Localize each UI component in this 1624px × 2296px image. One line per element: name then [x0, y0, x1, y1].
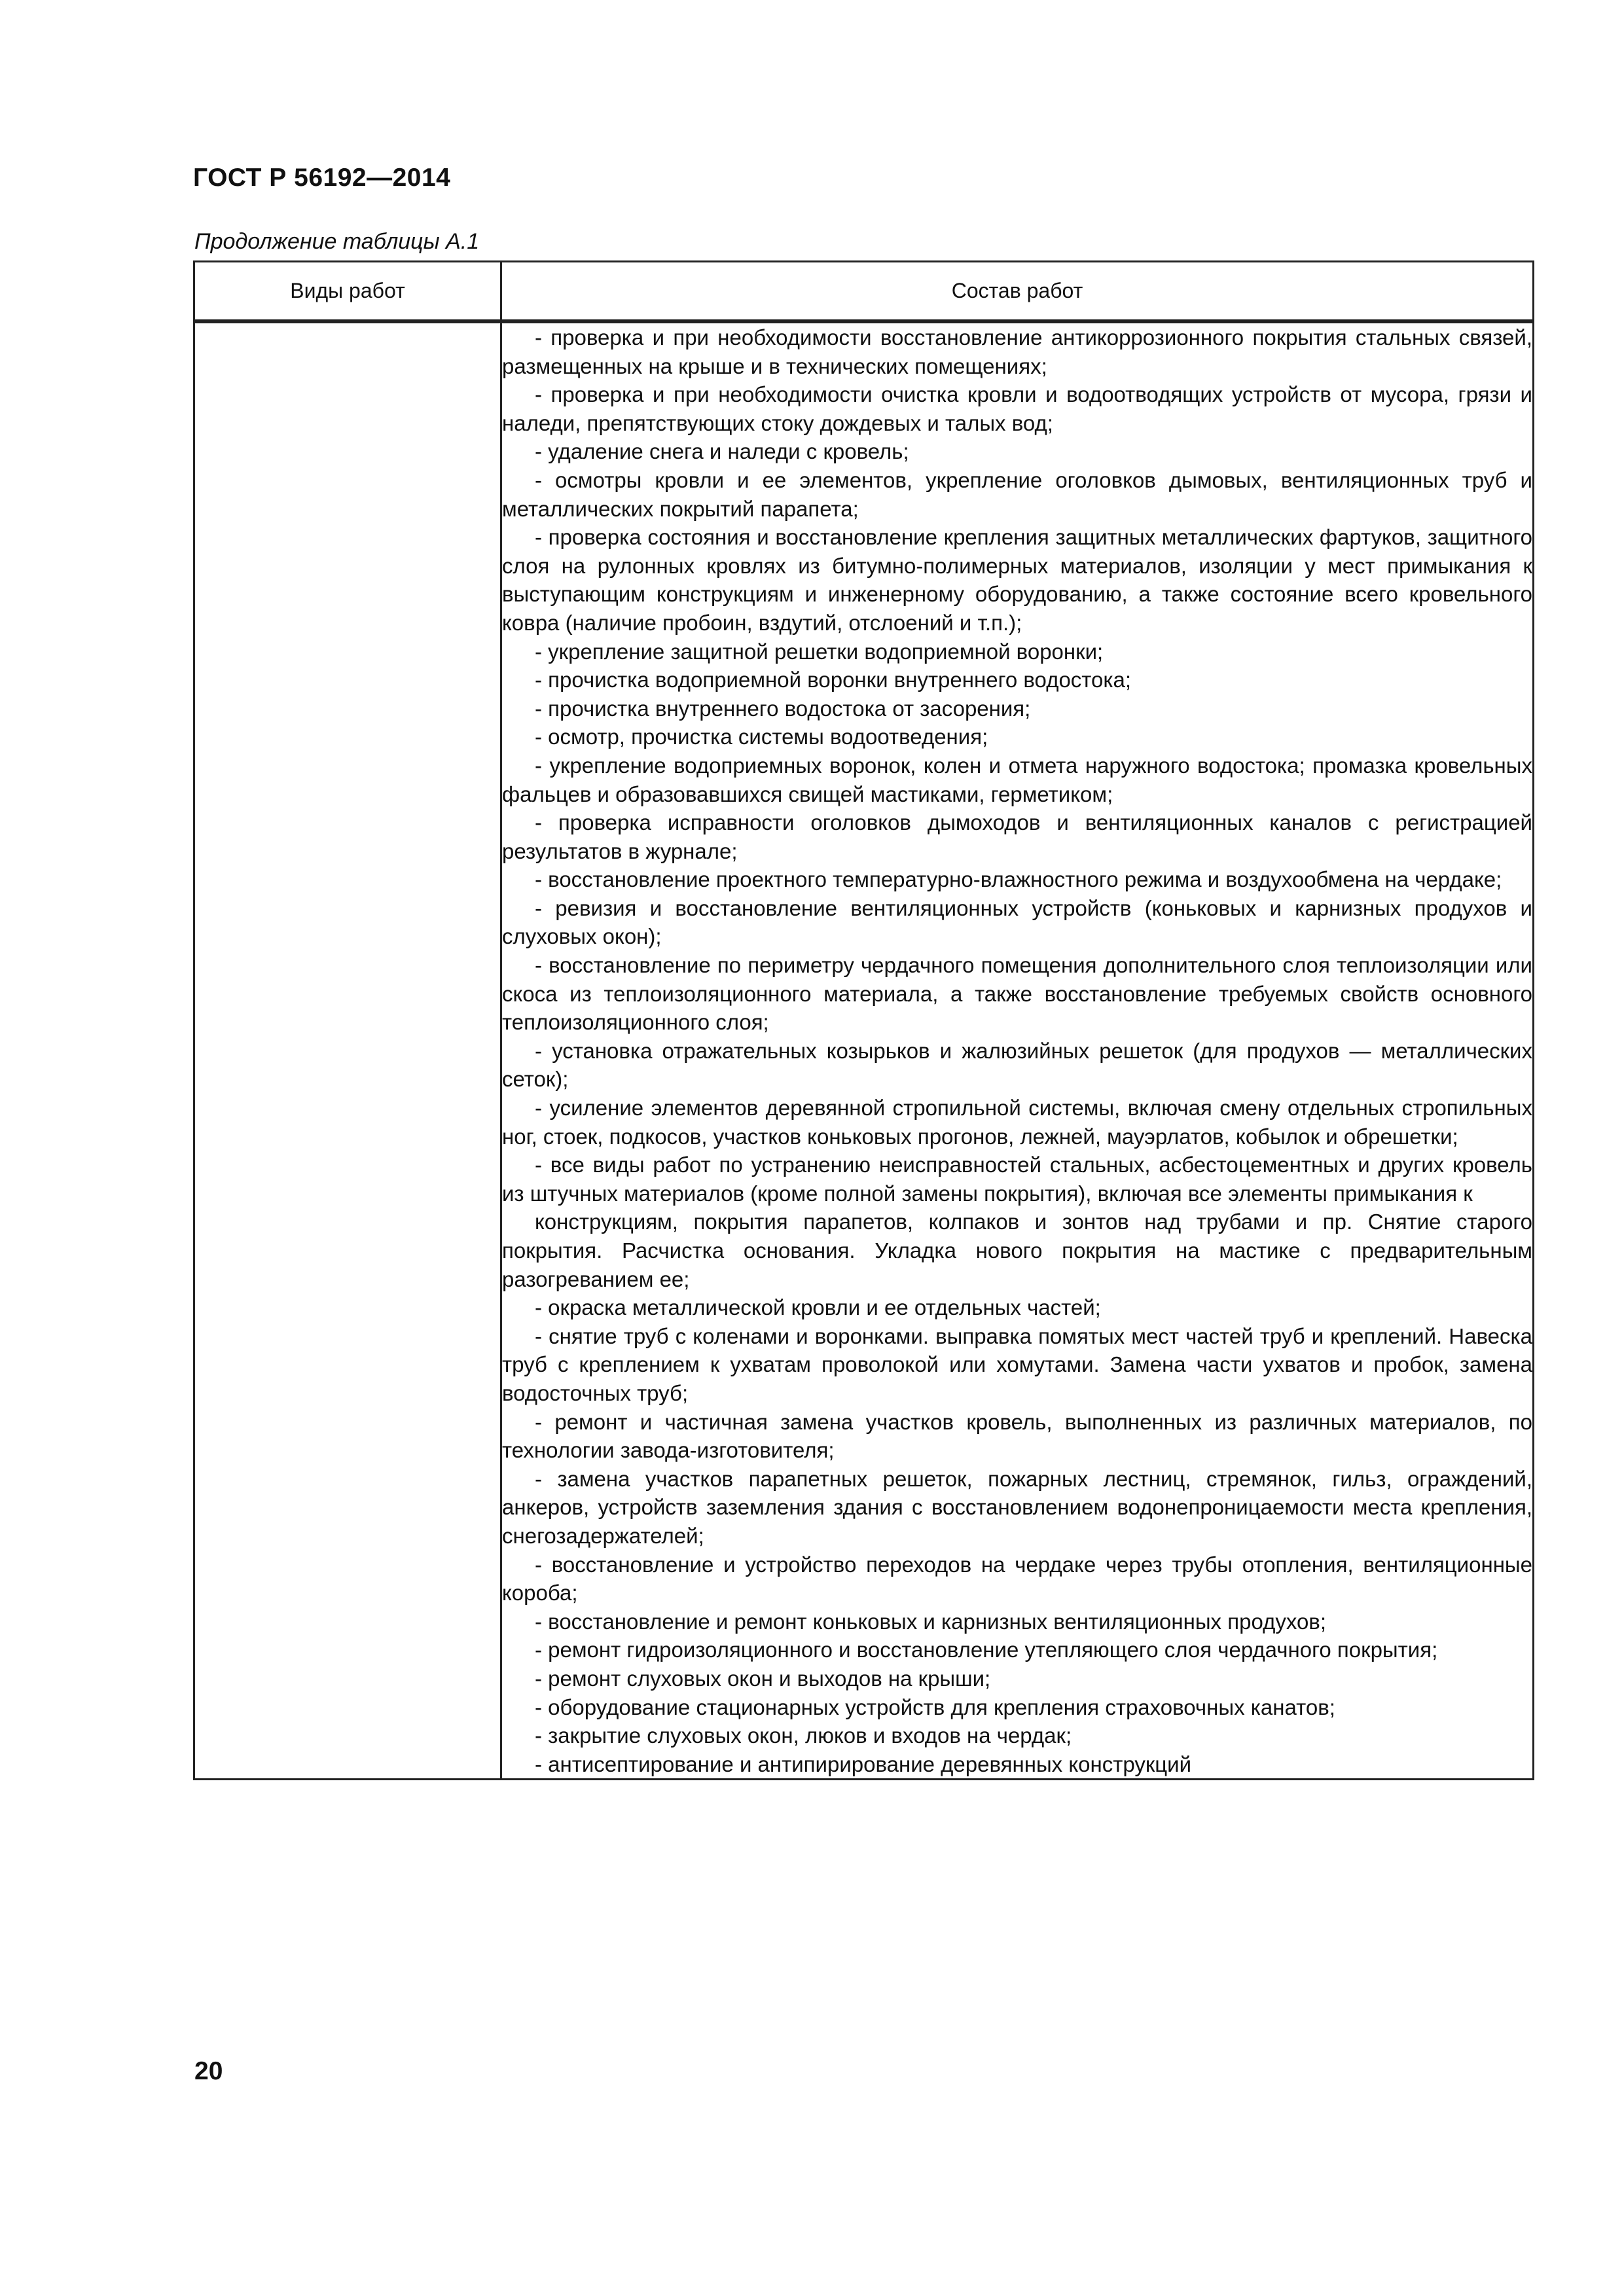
- work-item: - укрепление защитной решетки водоприемной воронки;: [535, 639, 1104, 664]
- work-item: - осмотр, прочистка системы водоотведения;: [535, 725, 988, 749]
- work-item: - антисептирование и антипирирование деревянных конструкций: [535, 1751, 1192, 1776]
- work-item: - ремонт слуховых окон и выходов на крыши;: [535, 1666, 991, 1691]
- work-item: - ремонт гидроизоляционного и восстановление утепляющего слоя чердачного покрытия;: [535, 1638, 1438, 1662]
- table-row: [194, 321, 1534, 1780]
- work-item: - закрытие слуховых окон, люков и входов на чердак;: [535, 1723, 1072, 1748]
- work-items-list: [502, 323, 1532, 1778]
- work-item: - усиление элементов деревянной стропильной системы, включая смену отдельных стропильных ног, стоек, подкосов, участков коньковых прогонов, лежней, мауэрлатов, кобылок и обрешетки;: [502, 1096, 1532, 1149]
- work-item: - ревизия и восстановление вентиляционных устройств (коньковых и карнизных продухов и слуховых окон);: [502, 895, 1532, 949]
- page-number: 20: [194, 2057, 223, 2085]
- work-item: - восстановление проектного температурно-влажностного режима и воздухообмена на чердаке;: [535, 867, 1502, 892]
- work-item: - прочистка внутреннего водостока от засорения;: [535, 696, 1031, 721]
- table-header-row: [194, 262, 1534, 322]
- work-item: конструкциям, покрытия парапетов, колпаков и зонтов над трубами и пр. Снятие старого покрытия. Расчистка основания. Укладка нового покрытия на мастике с предварительным разогреванием ее;: [502, 1210, 1532, 1291]
- works-table: [193, 260, 1534, 1780]
- work-item: - восстановление и устройство переходов на чердаке через трубы отопления, вентиляционные короба;: [502, 1552, 1532, 1605]
- document-code: ГОСТ Р 56192—2014: [193, 164, 451, 192]
- column-header-composition: Состав работ: [501, 262, 1534, 322]
- work-item: - окраска металлической кровли и ее отдельных частей;: [535, 1295, 1101, 1320]
- work-item: - восстановление по периметру чердачного помещения дополнительного слоя теплоизоляции или скоса из теплоизоляционного материала, а также восстановление требуемых свойств основного теплоизоляционного слоя;: [502, 953, 1532, 1035]
- composition-cell: [501, 321, 1534, 1780]
- work-item: - снятие труб с коленами и воронками. выправка помятых мест частей труб и креплений. Навеска труб с креплением к ухватам проволокой или хомутами. Замена части ухватов и пробок, замена водосточных труб;: [502, 1323, 1532, 1405]
- work-item: - ремонт и частичная замена участков кровель, выполненных из различных материалов, по технологии завода-изготовителя;: [502, 1409, 1532, 1463]
- work-item: - прочистка водоприемной воронки внутреннего водостока;: [535, 668, 1132, 692]
- column-header-kinds: Виды работ: [194, 262, 501, 322]
- work-item: - восстановление и ремонт коньковых и карнизных вентиляционных продухов;: [535, 1609, 1327, 1634]
- work-item: - все виды работ по устранению неисправностей стальных, асбестоцементных и других кровель из штучных материалов (кроме полной замены покрытия), включая все элементы примыкания к: [502, 1153, 1532, 1206]
- work-item: - осмотры кровли и ее элементов, укрепление оголовков дымовых, вентиляционных труб и металлических покрытий парапета;: [502, 467, 1532, 521]
- work-item: - проверка состояния и восстановление крепления защитных металлических фартуков, защитного слоя на рулонных кровлях из битумно-полимерных материалов, изоляции у мест примыкания к выступающим конструкциям и инженерному оборудованию, а также состояние всего кровельного ковра (наличие пробоин, вздутий, отслоений и т.п.);: [502, 525, 1532, 635]
- work-item: - удаление снега и наледи с кровель;: [535, 439, 909, 464]
- kinds-cell: [194, 321, 501, 1780]
- table-caption: Продолжение таблицы А.1: [194, 229, 480, 254]
- work-item: - проверка и при необходимости очистка кровли и водоотводящих устройств от мусора, грязи и наледи, препятствующих стоку дождевых и талых вод;: [502, 382, 1532, 435]
- work-item: - укрепление водоприемных воронок, колен и отмета наружного водостока; промазка кровельных фальцев и образовавшихся свищей мастиками, герметиком;: [502, 753, 1532, 806]
- work-item: - проверка и при необходимости восстановление антикоррозионного покрытия стальных связей, размещенных на крыше и в технических помещениях;: [502, 325, 1532, 378]
- work-item: - оборудование стационарных устройств для крепления страховочных канатов;: [535, 1695, 1335, 1719]
- work-item: - установка отражательных козырьков и жалюзийных решеток (для продухов — металлических сеток);: [502, 1038, 1532, 1092]
- work-item: - проверка исправности оголовков дымоходов и вентиляционных каналов с регистрацией результатов в журнале;: [502, 810, 1532, 863]
- work-item: - замена участков парапетных решеток, пожарных лестниц, стремянок, гильз, ограждений, анкеров, устройств заземления здания с восстановлением водонепроницаемости места крепления, снегозадержателей;: [502, 1466, 1532, 1548]
